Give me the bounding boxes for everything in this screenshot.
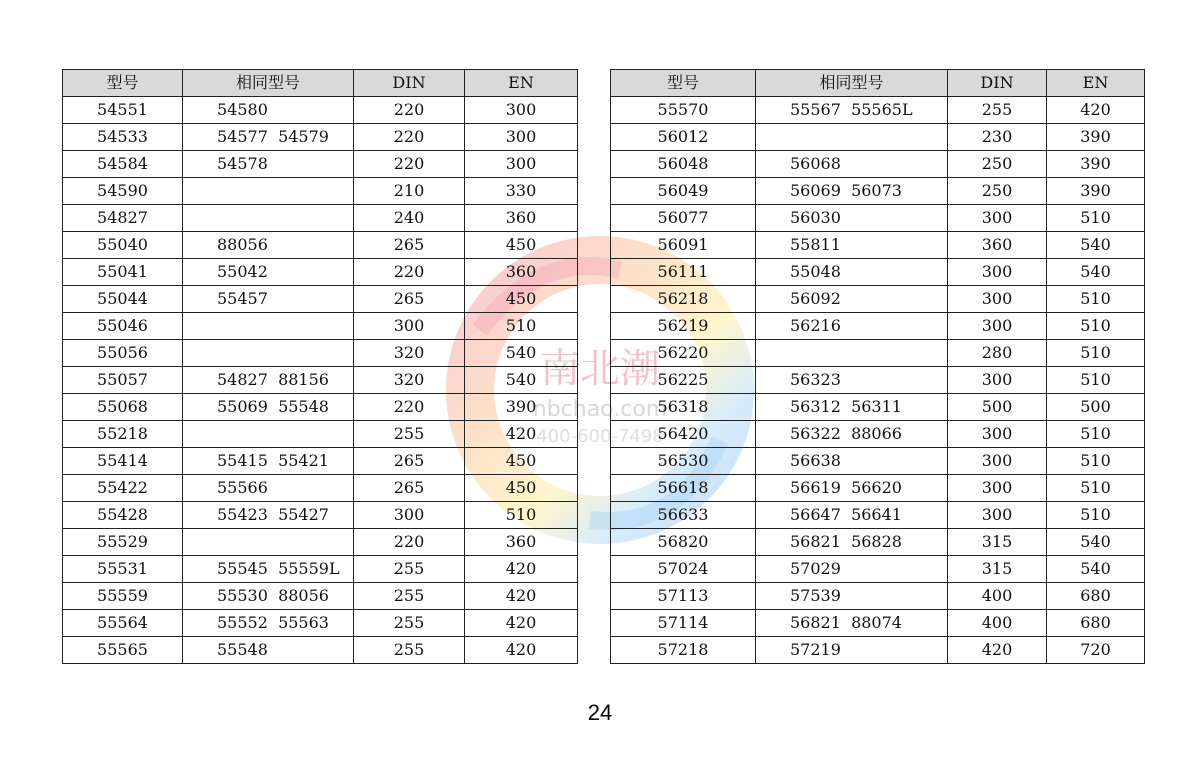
model-cell: 57113 bbox=[611, 583, 756, 610]
model-cell: 54551 bbox=[63, 97, 183, 124]
model-cell: 55559 bbox=[63, 583, 183, 610]
din-cell: 400 bbox=[948, 583, 1047, 610]
model-cell: 57218 bbox=[611, 637, 756, 664]
table-row bbox=[611, 313, 1145, 340]
model-cell: 55422 bbox=[63, 475, 183, 502]
table-row bbox=[611, 610, 1145, 637]
table-body bbox=[611, 97, 1145, 664]
en-cell: 510 bbox=[1047, 421, 1145, 448]
header-en: EN bbox=[1047, 70, 1145, 97]
en-cell: 540 bbox=[1047, 529, 1145, 556]
table-row bbox=[63, 286, 578, 313]
en-cell: 420 bbox=[465, 583, 578, 610]
din-cell: 250 bbox=[948, 151, 1047, 178]
model-table-left bbox=[62, 69, 578, 664]
table-row bbox=[63, 232, 578, 259]
model-cell: 56618 bbox=[611, 475, 756, 502]
equivalent-models-cell: 57539 bbox=[756, 583, 948, 610]
model-cell: 56048 bbox=[611, 151, 756, 178]
model-cell: 56012 bbox=[611, 124, 756, 151]
equivalent-models-cell: 54827 88156 bbox=[183, 367, 354, 394]
equivalent-models-cell: 56216 bbox=[756, 313, 948, 340]
equivalent-models-cell: 55552 55563 bbox=[183, 610, 354, 637]
model-cell: 55057 bbox=[63, 367, 183, 394]
model-cell: 56633 bbox=[611, 502, 756, 529]
din-cell: 250 bbox=[948, 178, 1047, 205]
equivalent-models-cell: 55048 bbox=[756, 259, 948, 286]
din-cell: 220 bbox=[354, 97, 465, 124]
en-cell: 420 bbox=[465, 610, 578, 637]
table-row bbox=[63, 556, 578, 583]
din-cell: 315 bbox=[948, 556, 1047, 583]
din-cell: 280 bbox=[948, 340, 1047, 367]
equivalent-models-cell: 88056 bbox=[183, 232, 354, 259]
en-cell: 510 bbox=[1047, 286, 1145, 313]
equivalent-models-cell: 54577 54579 bbox=[183, 124, 354, 151]
din-cell: 220 bbox=[354, 124, 465, 151]
model-cell: 55414 bbox=[63, 448, 183, 475]
equivalent-models-cell: 56647 56641 bbox=[756, 502, 948, 529]
table-row bbox=[611, 178, 1145, 205]
table-row bbox=[63, 313, 578, 340]
en-cell: 540 bbox=[1047, 259, 1145, 286]
equivalent-models-cell: 57029 bbox=[756, 556, 948, 583]
header-en: EN bbox=[465, 70, 578, 97]
model-cell: 55565 bbox=[63, 637, 183, 664]
en-cell: 510 bbox=[1047, 205, 1145, 232]
en-cell: 510 bbox=[1047, 367, 1145, 394]
equivalent-models-cell: 56092 bbox=[756, 286, 948, 313]
equivalent-models-cell bbox=[183, 340, 354, 367]
table-row bbox=[611, 151, 1145, 178]
table-row bbox=[63, 421, 578, 448]
din-cell: 420 bbox=[948, 637, 1047, 664]
model-cell: 56220 bbox=[611, 340, 756, 367]
en-cell: 450 bbox=[465, 232, 578, 259]
model-cell: 55041 bbox=[63, 259, 183, 286]
din-cell: 300 bbox=[354, 313, 465, 340]
equivalent-models-cell: 56312 56311 bbox=[756, 394, 948, 421]
en-cell: 360 bbox=[465, 205, 578, 232]
en-cell: 510 bbox=[465, 313, 578, 340]
din-cell: 230 bbox=[948, 124, 1047, 151]
equivalent-models-cell: 55415 55421 bbox=[183, 448, 354, 475]
en-cell: 540 bbox=[1047, 556, 1145, 583]
table-row bbox=[63, 205, 578, 232]
equivalent-models-cell: 55423 55427 bbox=[183, 502, 354, 529]
model-cell: 55068 bbox=[63, 394, 183, 421]
equivalent-models-cell: 55811 bbox=[756, 232, 948, 259]
model-cell: 55056 bbox=[63, 340, 183, 367]
watermark-phone-text: 400-600-7498 bbox=[536, 426, 664, 447]
equivalent-models-cell bbox=[756, 340, 948, 367]
din-cell: 300 bbox=[948, 475, 1047, 502]
model-cell: 57024 bbox=[611, 556, 756, 583]
din-cell: 265 bbox=[354, 475, 465, 502]
model-cell: 56318 bbox=[611, 394, 756, 421]
model-cell: 56820 bbox=[611, 529, 756, 556]
model-cell: 54827 bbox=[63, 205, 183, 232]
equivalent-models-cell: 55530 88056 bbox=[183, 583, 354, 610]
din-cell: 320 bbox=[354, 340, 465, 367]
table-row bbox=[611, 340, 1145, 367]
equivalent-models-cell: 54578 bbox=[183, 151, 354, 178]
din-cell: 265 bbox=[354, 448, 465, 475]
model-cell: 55531 bbox=[63, 556, 183, 583]
model-cell: 54533 bbox=[63, 124, 183, 151]
equivalent-models-cell: 55457 bbox=[183, 286, 354, 313]
en-cell: 540 bbox=[465, 340, 578, 367]
table-row bbox=[63, 529, 578, 556]
en-cell: 680 bbox=[1047, 583, 1145, 610]
model-cell: 56218 bbox=[611, 286, 756, 313]
en-cell: 510 bbox=[1047, 340, 1145, 367]
model-cell: 56420 bbox=[611, 421, 756, 448]
din-cell: 500 bbox=[948, 394, 1047, 421]
model-table-right bbox=[610, 69, 1145, 664]
table-row bbox=[63, 340, 578, 367]
header-din: DIN bbox=[948, 70, 1047, 97]
equivalent-models-cell: 56638 bbox=[756, 448, 948, 475]
din-cell: 360 bbox=[948, 232, 1047, 259]
table-row bbox=[611, 637, 1145, 664]
table-row bbox=[63, 610, 578, 637]
model-cell: 57114 bbox=[611, 610, 756, 637]
model-cell: 55428 bbox=[63, 502, 183, 529]
din-cell: 255 bbox=[354, 583, 465, 610]
en-cell: 390 bbox=[465, 394, 578, 421]
table-row bbox=[63, 178, 578, 205]
din-cell: 300 bbox=[948, 259, 1047, 286]
en-cell: 420 bbox=[465, 556, 578, 583]
equivalent-models-cell bbox=[183, 178, 354, 205]
table-row bbox=[611, 259, 1145, 286]
equivalent-models-cell: 55069 55548 bbox=[183, 394, 354, 421]
model-cell: 55040 bbox=[63, 232, 183, 259]
en-cell: 420 bbox=[1047, 97, 1145, 124]
equivalent-models-cell: 56322 88066 bbox=[756, 421, 948, 448]
din-cell: 400 bbox=[948, 610, 1047, 637]
en-cell: 540 bbox=[465, 367, 578, 394]
table-row bbox=[611, 529, 1145, 556]
en-cell: 300 bbox=[465, 151, 578, 178]
en-cell: 510 bbox=[1047, 448, 1145, 475]
table-row bbox=[63, 475, 578, 502]
en-cell: 450 bbox=[465, 286, 578, 313]
table-row bbox=[63, 394, 578, 421]
table-row bbox=[611, 421, 1145, 448]
en-cell: 510 bbox=[1047, 502, 1145, 529]
table-row bbox=[611, 583, 1145, 610]
en-cell: 390 bbox=[1047, 178, 1145, 205]
en-cell: 360 bbox=[465, 259, 578, 286]
din-cell: 220 bbox=[354, 529, 465, 556]
en-cell: 510 bbox=[465, 502, 578, 529]
din-cell: 210 bbox=[354, 178, 465, 205]
table-row bbox=[611, 475, 1145, 502]
equivalent-models-cell bbox=[756, 124, 948, 151]
table-row bbox=[63, 637, 578, 664]
equivalent-models-cell: 56323 bbox=[756, 367, 948, 394]
en-cell: 720 bbox=[1047, 637, 1145, 664]
table-row bbox=[611, 394, 1145, 421]
table-header-row bbox=[63, 70, 578, 97]
equivalent-models-cell: 54580 bbox=[183, 97, 354, 124]
en-cell: 540 bbox=[1047, 232, 1145, 259]
equivalent-models-cell: 57219 bbox=[756, 637, 948, 664]
en-cell: 390 bbox=[1047, 151, 1145, 178]
model-cell: 56049 bbox=[611, 178, 756, 205]
model-cell: 55529 bbox=[63, 529, 183, 556]
en-cell: 390 bbox=[1047, 124, 1145, 151]
en-cell: 300 bbox=[465, 97, 578, 124]
din-cell: 300 bbox=[948, 367, 1047, 394]
model-cell: 56111 bbox=[611, 259, 756, 286]
model-cell: 56225 bbox=[611, 367, 756, 394]
table-row bbox=[63, 151, 578, 178]
table-row bbox=[63, 124, 578, 151]
table-row bbox=[611, 97, 1145, 124]
en-cell: 450 bbox=[465, 448, 578, 475]
en-cell: 450 bbox=[465, 475, 578, 502]
din-cell: 220 bbox=[354, 259, 465, 286]
din-cell: 300 bbox=[948, 286, 1047, 313]
table-body bbox=[63, 97, 578, 664]
model-cell: 55570 bbox=[611, 97, 756, 124]
model-cell: 55564 bbox=[63, 610, 183, 637]
model-cell: 55218 bbox=[63, 421, 183, 448]
table-row bbox=[611, 286, 1145, 313]
model-cell: 55044 bbox=[63, 286, 183, 313]
din-cell: 300 bbox=[948, 421, 1047, 448]
equivalent-models-cell bbox=[183, 205, 354, 232]
header-equivalent-models: 相同型号 bbox=[756, 70, 948, 97]
equivalent-models-cell: 56821 56828 bbox=[756, 529, 948, 556]
table-row bbox=[63, 259, 578, 286]
din-cell: 300 bbox=[948, 502, 1047, 529]
din-cell: 255 bbox=[354, 637, 465, 664]
din-cell: 300 bbox=[354, 502, 465, 529]
table-row bbox=[611, 124, 1145, 151]
table-row bbox=[63, 97, 578, 124]
table-row bbox=[611, 367, 1145, 394]
en-cell: 680 bbox=[1047, 610, 1145, 637]
equivalent-models-cell bbox=[183, 313, 354, 340]
en-cell: 330 bbox=[465, 178, 578, 205]
page-number: 24 bbox=[587, 700, 613, 725]
din-cell: 300 bbox=[948, 313, 1047, 340]
en-cell: 420 bbox=[465, 421, 578, 448]
table-row bbox=[611, 232, 1145, 259]
header-model: 型号 bbox=[611, 70, 756, 97]
table-row bbox=[611, 556, 1145, 583]
en-cell: 420 bbox=[465, 637, 578, 664]
table-row bbox=[63, 367, 578, 394]
en-cell: 510 bbox=[1047, 475, 1145, 502]
watermark-site-text: nbchao.com bbox=[532, 397, 668, 422]
equivalent-models-cell: 55545 55559L bbox=[183, 556, 354, 583]
din-cell: 315 bbox=[948, 529, 1047, 556]
equivalent-models-cell: 56068 bbox=[756, 151, 948, 178]
en-cell: 300 bbox=[465, 124, 578, 151]
en-cell: 500 bbox=[1047, 394, 1145, 421]
din-cell: 300 bbox=[948, 448, 1047, 475]
model-cell: 56077 bbox=[611, 205, 756, 232]
din-cell: 220 bbox=[354, 394, 465, 421]
equivalent-models-cell: 56619 56620 bbox=[756, 475, 948, 502]
equivalent-models-cell: 55567 55565L bbox=[756, 97, 948, 124]
header-equivalent-models: 相同型号 bbox=[183, 70, 354, 97]
din-cell: 240 bbox=[354, 205, 465, 232]
din-cell: 255 bbox=[948, 97, 1047, 124]
equivalent-models-cell bbox=[183, 421, 354, 448]
equivalent-models-cell: 56069 56073 bbox=[756, 178, 948, 205]
table-row bbox=[63, 502, 578, 529]
din-cell: 265 bbox=[354, 232, 465, 259]
header-model: 型号 bbox=[63, 70, 183, 97]
watermark-logo-text: 南北潮 bbox=[540, 346, 660, 392]
en-cell: 360 bbox=[465, 529, 578, 556]
model-cell: 56219 bbox=[611, 313, 756, 340]
equivalent-models-cell: 55566 bbox=[183, 475, 354, 502]
equivalent-models-cell: 56030 bbox=[756, 205, 948, 232]
din-cell: 255 bbox=[354, 610, 465, 637]
din-cell: 255 bbox=[354, 556, 465, 583]
equivalent-models-cell: 55548 bbox=[183, 637, 354, 664]
model-cell: 54584 bbox=[63, 151, 183, 178]
header-din: DIN bbox=[354, 70, 465, 97]
din-cell: 300 bbox=[948, 205, 1047, 232]
en-cell: 510 bbox=[1047, 313, 1145, 340]
equivalent-models-cell: 55042 bbox=[183, 259, 354, 286]
din-cell: 255 bbox=[354, 421, 465, 448]
equivalent-models-cell: 56821 88074 bbox=[756, 610, 948, 637]
model-cell: 54590 bbox=[63, 178, 183, 205]
table-row bbox=[611, 448, 1145, 475]
model-cell: 56091 bbox=[611, 232, 756, 259]
din-cell: 320 bbox=[354, 367, 465, 394]
table-header-row bbox=[611, 70, 1145, 97]
model-cell: 55046 bbox=[63, 313, 183, 340]
model-cell: 56530 bbox=[611, 448, 756, 475]
table-row bbox=[611, 502, 1145, 529]
equivalent-models-cell bbox=[183, 529, 354, 556]
din-cell: 220 bbox=[354, 151, 465, 178]
din-cell: 265 bbox=[354, 286, 465, 313]
table-row bbox=[63, 583, 578, 610]
table-row bbox=[611, 205, 1145, 232]
table-row bbox=[63, 448, 578, 475]
